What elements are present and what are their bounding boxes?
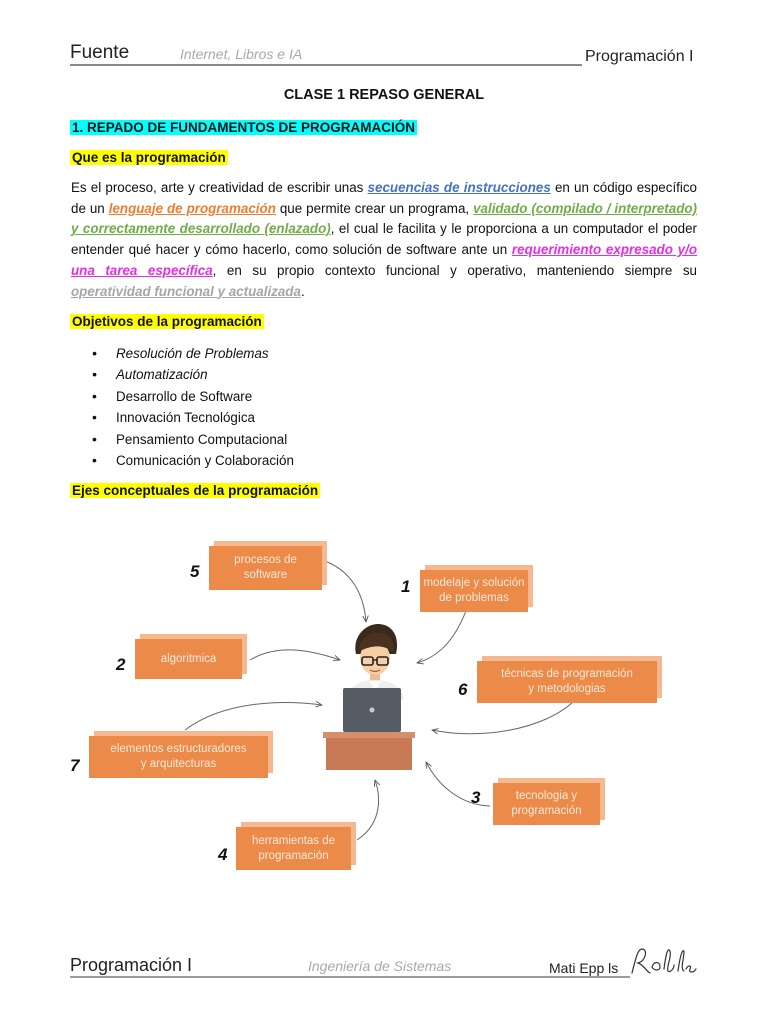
node-tecnicas bbox=[477, 661, 657, 703]
para-text-4: , el cual le facilita y le proporciona a un computador el poder entender qué hacer y cómo hacerlo, como solución de software ante un bbox=[71, 221, 698, 258]
person-at-desk-illustration bbox=[323, 624, 415, 770]
section-heading: 1. REPADO DE FUNDAMENTOS DE PROGRAMACIÓN bbox=[72, 120, 416, 135]
term-requerimiento: requerimiento expresado y/o una tarea específica bbox=[71, 242, 697, 278]
footer-author: Mati Epp ls bbox=[549, 960, 619, 976]
node-modelaje bbox=[420, 570, 528, 612]
list-item: • Comunicación y Colaboración bbox=[92, 450, 294, 471]
node-5-number: 5 bbox=[190, 562, 200, 581]
footer-rule bbox=[70, 976, 630, 978]
arrow-5 bbox=[322, 560, 366, 622]
arrow-4 bbox=[357, 780, 379, 840]
footer-program: Ingeniería de Sistemas bbox=[308, 958, 452, 974]
node-algoritmica bbox=[135, 639, 242, 679]
node-procesos-software bbox=[209, 546, 322, 590]
node-6-number: 6 bbox=[458, 680, 468, 699]
heading-objetivos: Objetivos de la programación bbox=[72, 314, 262, 329]
arrow-2 bbox=[250, 650, 340, 660]
node-tecnologia bbox=[493, 783, 600, 825]
arrow-7 bbox=[185, 703, 322, 730]
node-elementos bbox=[89, 736, 268, 778]
para-text-5: , en su propio contexto funcional y operativo, manteniendo siempre su bbox=[212, 262, 697, 278]
node-5-line1: procesos de bbox=[234, 554, 297, 566]
page-title: CLASE 1 REPASO GENERAL bbox=[283, 87, 485, 103]
list-item: • Pensamiento Computacional bbox=[92, 429, 294, 450]
header-course: Programación I bbox=[585, 48, 694, 65]
node-1-line2: de problemas bbox=[439, 592, 509, 604]
para-text-2: en un código específico de un bbox=[71, 180, 698, 216]
para-text-6: . bbox=[300, 283, 305, 299]
node-4-number: 4 bbox=[218, 845, 228, 864]
heading-ejes: Ejes conceptuales de la programación bbox=[72, 483, 319, 498]
para-text-1: Es el proceso, arte y creatividad de escribir unas bbox=[71, 180, 368, 195]
node-7-line2: y arquitecturas bbox=[140, 758, 217, 770]
node-1-number: 1 bbox=[401, 577, 411, 596]
signature-image bbox=[628, 943, 698, 979]
node-5-line2: software bbox=[243, 569, 288, 581]
list-item: • Desarrollo de Software bbox=[92, 386, 294, 407]
term-secuencias: secuencias de instrucciones bbox=[367, 180, 551, 195]
arrow-6 bbox=[432, 700, 575, 734]
node-4-line2: programación bbox=[258, 849, 329, 862]
term-lenguaje: lenguaje de programación bbox=[108, 200, 276, 216]
list-item: • Innovación Tecnológica bbox=[92, 407, 294, 428]
node-3-line2: programación bbox=[511, 805, 582, 817]
heading-que-es: Que es la programación bbox=[72, 150, 226, 165]
node-herramientas bbox=[236, 827, 351, 870]
node-6-line2: y metodologias bbox=[528, 683, 606, 695]
node-7-line1: elementos estructuradores bbox=[110, 743, 247, 755]
header-source-label: Fuente bbox=[70, 42, 130, 63]
node-3-line1: tecnologia y bbox=[515, 790, 578, 802]
node-2-line1: algoritmica bbox=[160, 652, 217, 665]
para-text-3: que permite crear un programa, bbox=[275, 200, 474, 216]
header-source-value: Internet, Libros e IA bbox=[180, 46, 303, 62]
node-1-line1: modelaje y solución bbox=[423, 577, 525, 589]
node-3-number: 3 bbox=[471, 788, 481, 807]
term-validado: validado (compilado / interpretado) y correctamente desarrollado (enlazado) bbox=[71, 200, 698, 237]
node-2-number: 2 bbox=[116, 655, 126, 674]
list-item: • Automatización bbox=[92, 364, 294, 385]
node-4-line1: herramientas de bbox=[251, 834, 336, 847]
footer-course: Programación I bbox=[70, 955, 193, 975]
list-item: • Resolución de Problemas bbox=[92, 343, 294, 364]
term-operatividad: operatividad funcional y actualizada bbox=[71, 283, 301, 299]
node-7-number: 7 bbox=[70, 756, 80, 775]
node-6-line1: técnicas de programación bbox=[501, 668, 633, 680]
